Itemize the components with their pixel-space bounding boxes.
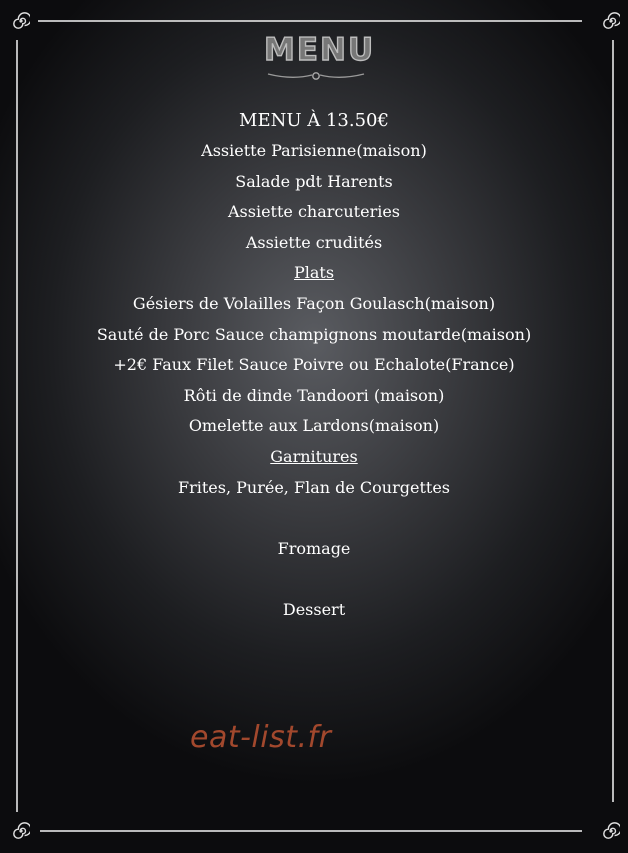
menu-logo (264, 30, 376, 84)
swirl-icon (602, 12, 620, 30)
plats-header: Plats (293, 263, 335, 283)
dessert-item: Dessert (282, 599, 346, 619)
menu-logo-text: MENU (264, 32, 376, 68)
swirl-icon (602, 822, 620, 840)
menu-content (0, 106, 628, 626)
plat-item: Omelette aux Lardons(maison) (188, 416, 440, 436)
swirl-icon (12, 12, 30, 30)
entree-item: Assiette charcuteries (227, 202, 401, 222)
swirl-icon (12, 822, 30, 840)
fromage-item: Fromage (277, 538, 351, 558)
plat-item: +2€ Faux Filet Sauce Poivre ou Echalote(France) (113, 355, 515, 375)
entree-item: Salade pdt Harents (235, 171, 393, 191)
entree-item: Assiette crudités (245, 232, 383, 252)
garnitures-item: Frites, Purée, Flan de Courgettes (178, 477, 450, 497)
logo-flourish-icon (264, 68, 368, 82)
menu-title: MENU À 13.50€ (239, 110, 389, 131)
entree-item: Assiette Parisienne(maison) (201, 141, 427, 160)
plat-item: Sauté de Porc Sauce champignons moutarde(maison) (96, 324, 532, 344)
watermark: eat-list.fr (190, 720, 332, 755)
plat-item: Gésiers de Volailles Façon Goulasch(maison) (132, 293, 496, 313)
plat-item: Rôti de dinde Tandoori (maison) (183, 385, 445, 405)
frame-top-line (38, 20, 582, 22)
frame-bottom-line (40, 830, 582, 832)
garnitures-header: Garnitures (270, 446, 358, 466)
